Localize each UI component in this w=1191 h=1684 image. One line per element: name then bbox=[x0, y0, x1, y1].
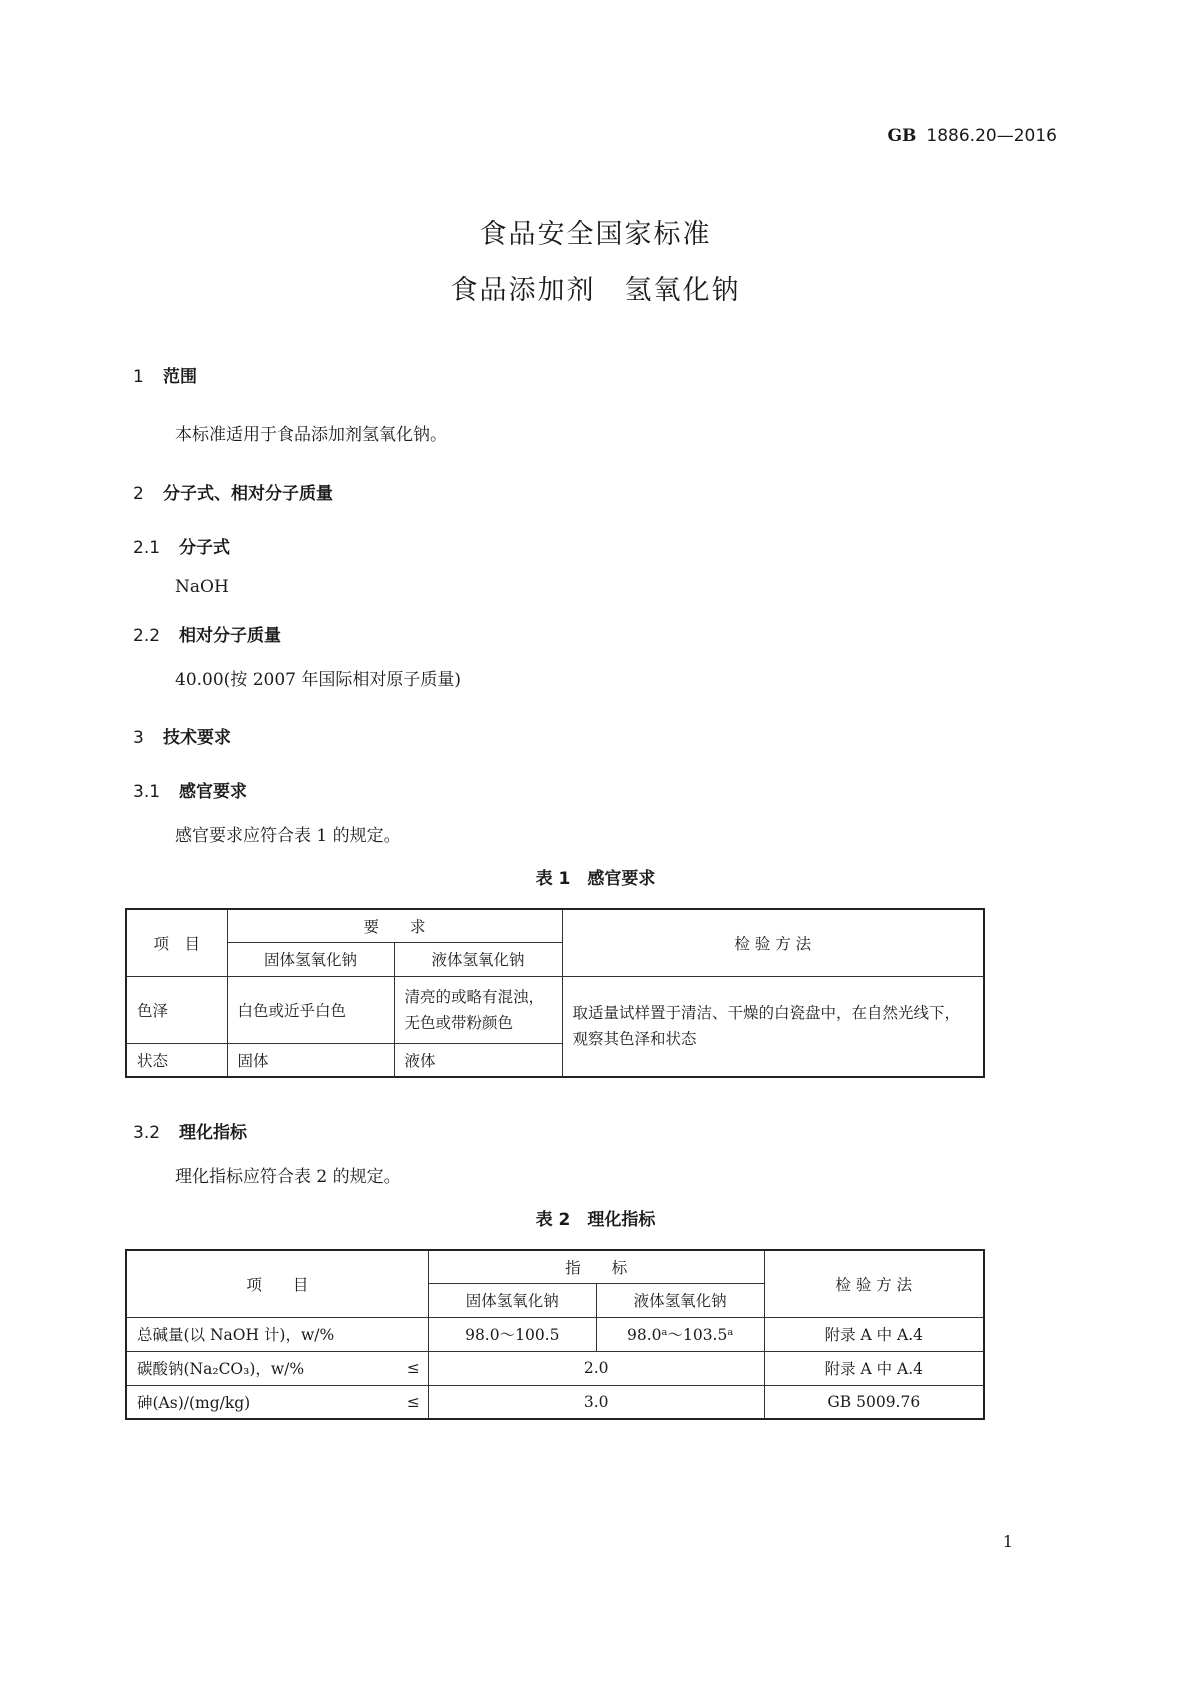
section-3-2-body: 理化指标应符合表 2 的规定。 bbox=[175, 1167, 401, 1187]
table-cell-item: 状态 bbox=[126, 1043, 227, 1077]
table-2 bbox=[125, 1249, 985, 1420]
section-2-heading bbox=[133, 479, 333, 504]
table-cell-liquid: 98.0ᵃ～103.5ᵃ bbox=[596, 1317, 764, 1351]
table-header-liquid: 液体氢氧化钠 bbox=[596, 1283, 764, 1317]
molecular-formula: NaOH bbox=[175, 577, 229, 597]
section-number: 3 bbox=[133, 728, 144, 748]
section-title: 感官要求 bbox=[179, 782, 247, 802]
table-cell-solid: 98.0～100.5 bbox=[428, 1317, 596, 1351]
table-cell-item: 色泽 bbox=[126, 976, 227, 1043]
table-header-requirements: 要 求 bbox=[227, 909, 562, 942]
table-header-method: 检 验 方 法 bbox=[764, 1250, 984, 1317]
table-cell-item: 碳酸钠(Na₂CO₃)，w/% bbox=[126, 1351, 397, 1385]
section-title: 相对分子质量 bbox=[179, 626, 281, 646]
standard-prefix: GB bbox=[887, 126, 917, 146]
table-cell-item: 砷(As)/(mg/kg) bbox=[126, 1385, 397, 1419]
table-cell-liquid: 液体 bbox=[394, 1043, 562, 1077]
section-title: 技术要求 bbox=[163, 728, 231, 748]
section-title: 理化指标 bbox=[179, 1123, 247, 1143]
section-number: 2 bbox=[133, 484, 144, 504]
table-cell-item: 总碱量(以 NaOH 计)，w/% bbox=[126, 1317, 397, 1351]
table-cell-le bbox=[397, 1317, 429, 1351]
table-header-solid: 固体氢氧化钠 bbox=[428, 1283, 596, 1317]
table-cell-method: 附录 A 中 A.4 bbox=[764, 1317, 984, 1351]
table-cell-le: ≤ bbox=[397, 1385, 429, 1419]
table-cell-method: GB 5009.76 bbox=[764, 1385, 984, 1419]
table-cell-value: 3.0 bbox=[428, 1385, 764, 1419]
page-number: 1 bbox=[1002, 1532, 1013, 1551]
section-number: 3.2 bbox=[133, 1123, 161, 1143]
table-header-solid: 固体氢氧化钠 bbox=[227, 942, 394, 976]
table-2-caption: 表 2 理化指标 bbox=[535, 1210, 656, 1230]
section-title: 分子式 bbox=[179, 538, 230, 558]
table-cell-method: 取适量试样置于清洁、干燥的白瓷盘中，在自然光线下，观察其色泽和状态 bbox=[562, 976, 984, 1077]
section-title: 分子式、相对分子质量 bbox=[163, 484, 333, 504]
section-2-1-heading bbox=[133, 533, 230, 558]
section-1-body: 本标准适用于食品添加剂氢氧化钠。 bbox=[175, 425, 447, 445]
table-header-liquid: 液体氢氧化钠 bbox=[394, 942, 562, 976]
section-3-heading bbox=[133, 723, 231, 748]
table-1 bbox=[125, 908, 985, 1078]
section-number: 1 bbox=[133, 367, 144, 387]
document-subtitle: 食品添加剂 氢氧化钠 bbox=[450, 275, 741, 306]
table-header-item: 项 目 bbox=[126, 1250, 428, 1317]
standard-code bbox=[888, 126, 1057, 146]
table-row bbox=[126, 1317, 984, 1351]
table-cell-le: ≤ bbox=[397, 1351, 429, 1385]
table-row bbox=[126, 1351, 984, 1385]
section-3-1-heading bbox=[133, 777, 247, 802]
molecular-mass: 40.00(按 2007 年国际相对原子质量) bbox=[175, 670, 462, 690]
section-number: 3.1 bbox=[133, 782, 161, 802]
table-cell-solid: 固体 bbox=[227, 1043, 394, 1077]
table-cell-value: 2.0 bbox=[428, 1351, 764, 1385]
table-row bbox=[126, 1385, 984, 1419]
section-number: 2.1 bbox=[133, 538, 161, 558]
table-header-item: 项 目 bbox=[126, 909, 227, 976]
section-1-heading bbox=[133, 362, 197, 387]
table-1-caption: 表 1 感官要求 bbox=[535, 869, 656, 889]
document-title: 食品安全国家标准 bbox=[479, 219, 712, 250]
section-3-1-body: 感官要求应符合表 1 的规定。 bbox=[175, 826, 401, 846]
standard-number: 1886.20—2016 bbox=[926, 126, 1057, 146]
table-header-index: 指 标 bbox=[428, 1250, 764, 1283]
section-3-2-heading bbox=[133, 1118, 247, 1143]
table-header-method: 检 验 方 法 bbox=[562, 909, 984, 976]
section-2-2-heading bbox=[133, 621, 281, 646]
table-row bbox=[126, 976, 984, 1043]
table-cell-solid: 白色或近乎白色 bbox=[227, 976, 394, 1043]
table-cell-method: 附录 A 中 A.4 bbox=[764, 1351, 984, 1385]
table-cell-liquid: 清亮的或略有混浊，无色或带粉颜色 bbox=[394, 976, 562, 1043]
section-title: 范围 bbox=[163, 367, 197, 387]
section-number: 2.2 bbox=[133, 626, 161, 646]
